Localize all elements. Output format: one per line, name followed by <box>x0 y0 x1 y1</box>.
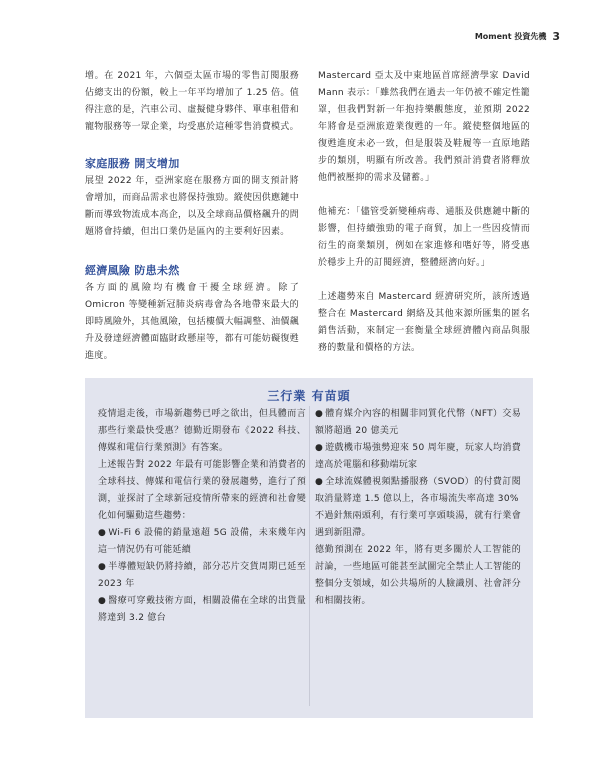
box-paragraph: 德勤預測在 2022 年，將有更多關於人工智能的討論，一些地區可能甚至試圖完全禁止人工智能的整個分支領域，如公共場所的人臉識別、社會評分和相關技術。 <box>315 545 521 606</box>
box-bullet-item: ● 半導體短缺仍將持續，部分芯片交貨周期已延至 2023 年 <box>98 559 306 593</box>
risk-paragraph: 各方面的風險均有機會干擾全球經濟。除了 Omicron 等變種新冠肺炎病毒會為各地帶來最大的即時風險外，其他風險，包括樓價大幅調整、油價飆升及發達經濟體面臨財政懸崖等，都有可能妨礙復甦進度。 <box>85 283 299 361</box>
box-bullet-item: ● 醫療可穿戴技術方面，相關設備在全球的出貨量將達到 3.2 億台 <box>98 593 306 627</box>
page-header <box>475 30 560 43</box>
box-bullet-item: ● 體育媒介內容的相關非同質化代幣（NFT）交易額將超過 20 億美元 <box>315 406 521 440</box>
magazine-title: Moment 投資先機 <box>474 32 547 41</box>
box-paragraph: 疫情退走後，市場新趨勢已呼之欲出，但具體而言那些行業最快受惠？德勤近期發布《2022 科技、傳媒和電信行業預測》有答案。 <box>98 409 306 453</box>
box-right-column <box>315 406 521 610</box>
section-heading-household: 家庭服務 開支增加 <box>85 157 180 170</box>
intro-paragraph: 增。在 2021 年，六個亞太區市場的零售訂閱服務佔總支出的份額，較上一年平均增加了 1.25 倍。值得注意的是，汽車公司、虛擬健身夥伴、單車租借和寵物服務等一眾企業，均受惠於這種零售消費模式。 <box>85 71 299 132</box>
source-paragraph: 上述趨勢來自 Mastercard 經濟研究所，該所透過整合在 Mastercard 網絡及其他來源所匯集的匿名銷售活動，來制定一套衡量全球經濟體內商品與服務的數量和價格的方法。 <box>318 292 530 353</box>
box-paragraph: 不過針無兩頭利，有行業可享頭啖湯，就有行業會遇到新阻滯。 <box>315 511 521 538</box>
left-column <box>85 68 299 365</box>
box-left-column <box>98 406 306 627</box>
page-number: 3 <box>552 30 560 43</box>
box-paragraph: 上述報告對 2022 年最有可能影響企業和消費者的全球科技、傳媒和電信行業的發展趨勢，進行了預測，並探討了全球新冠疫情所帶來的經濟和社會變化如何驅動這些趨勢： <box>98 460 306 521</box>
supplement-paragraph: 他補充：「儘管受新變種病毒、通脹及供應鏈中斷的影響，但持續強勁的電子商貿，加上一些因疫情而衍生的商業類別，例如在家進修和嗜好等，將受惠於穩步上升的訂閱經濟，整體經濟向好。」 <box>318 207 530 268</box>
box-title: 三行業 有苗頭 <box>267 389 351 403</box>
household-paragraph: 展望 2022 年，亞洲家庭在服務方面的開支預計將會增加，而商品需求也將保持強勁。縱使因供應鏈中斷而導致物流成本高企，以及全球商品價格飆升的問題將會持續，但出口業仍是區內的主要利好因素。 <box>85 176 299 237</box>
box-bullet-item: ● 全球流媒體視頻點播服務（SVOD）的付費訂閱取消量將達 1.5 億以上，各市場流失率高達 30% <box>315 474 521 508</box>
box-divider <box>309 406 310 706</box>
sidebar-box <box>85 378 533 718</box>
box-bullet-item: ● Wi-Fi 6 設備的銷量遠超 5G 設備，未來幾年內這一情況仍有可能延續 <box>98 525 306 559</box>
section-heading-risk: 經濟風險 防患未然 <box>85 264 180 277</box>
right-column <box>318 68 530 357</box>
box-bullet-item: ● 遊戲機市場強勢迎來 50 周年慶，玩家人均消費達高於電腦和移動端玩家 <box>315 440 521 474</box>
quote-paragraph: Mastercard 亞太及中東地區首席經濟學家 David Mann 表示：「雖然我們在過去一年仍被不確定性籠罩，但我們對新一年抱持樂觀態度，並預期 2022 年將會是亞洲旅遊業復甦的一年。縱使整個地區的復甦進度未必一致，但是服裝及鞋履等一直原地踏步的類別，明顯有所改善。我們預計消費者將釋放他們被壓抑的需求及儲蓄。」 <box>318 71 530 183</box>
